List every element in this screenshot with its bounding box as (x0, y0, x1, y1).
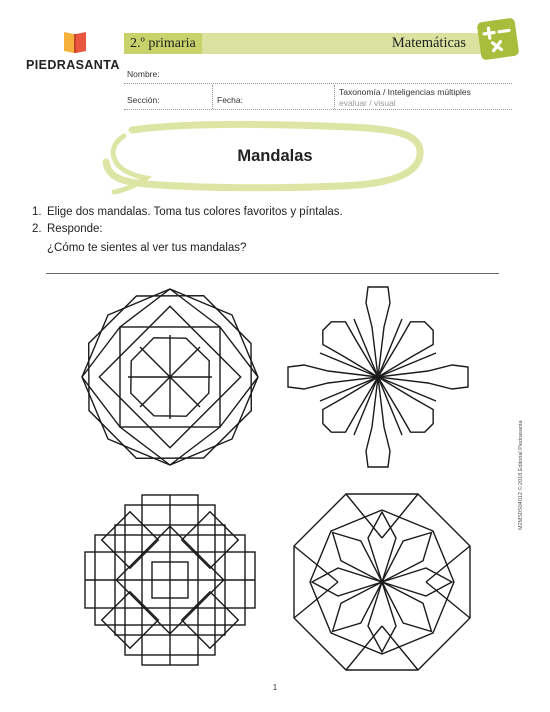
mandala-square-grid[interactable] (60, 490, 280, 670)
name-field-label: Nombre: (127, 69, 160, 79)
section-field-label: Sección: (127, 95, 160, 105)
mandala-star-lattice[interactable] (60, 280, 280, 475)
instruction-number: 2. (32, 223, 42, 235)
page-number: 1 (272, 683, 278, 692)
field-divider (212, 85, 213, 109)
subject-label: Matemáticas (391, 35, 466, 51)
instruction-text: Elige dos mandalas. Toma tus colores favoritos y píntalas. (47, 206, 343, 218)
taxonomy-label: Taxonomía / Inteligencias múltiples (339, 87, 471, 97)
instruction-number: 1. (32, 206, 42, 218)
math-operations-icon (477, 18, 520, 61)
section-date-line[interactable] (124, 109, 512, 110)
instruction-text: Responde: (47, 223, 103, 235)
name-field-line[interactable] (124, 83, 512, 84)
mandala-petal-flower[interactable] (278, 280, 478, 475)
date-field-label: Fecha: (217, 95, 243, 105)
taxonomy-value: evaluar / visual (339, 98, 396, 108)
field-divider (334, 85, 335, 109)
question-text: ¿Cómo te sientes al ver tus mandalas? (47, 242, 247, 254)
page-title: Mandalas (237, 147, 313, 165)
mandala-octagon-flower[interactable] (282, 488, 482, 676)
grade-label: 2.º primaria (130, 36, 196, 51)
book-logo-icon (62, 30, 88, 54)
copyright-note: M2MS0S04012 © 2018 Editorial Piedrasanta (518, 420, 524, 530)
brand-logo-text: PIEDRASANTA (26, 58, 120, 72)
answer-line[interactable] (46, 273, 499, 274)
